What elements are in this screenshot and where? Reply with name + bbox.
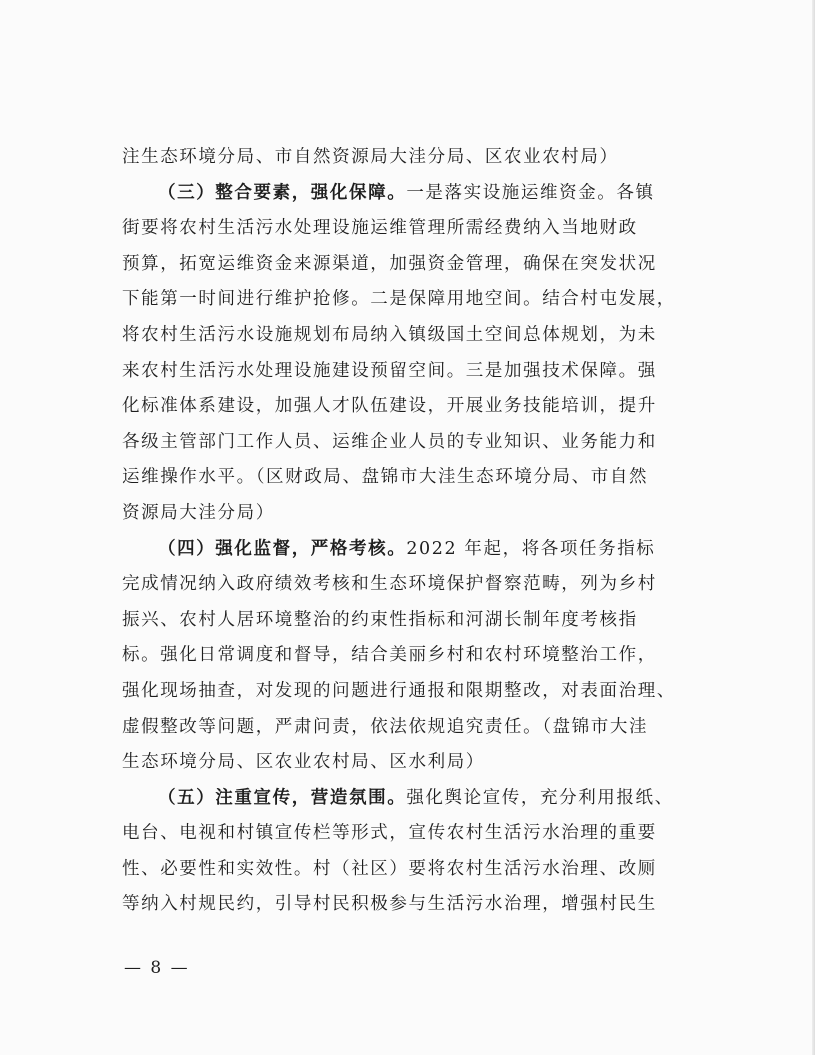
page-number: — 8 —: [124, 958, 190, 978]
body-line: 等纳入村规民约，引导村民积极参与生活污水治理，增强村民生: [122, 894, 657, 915]
body-line: 街要将农村生活污水处理设施运维管理所需经费纳入当地财政: [122, 218, 638, 239]
body-line: 下能第一时间进行维护抢修。二是保障用地空间。结合村屯发展，: [122, 289, 676, 310]
body-line: 化标准体系建设，加强人才队伍建设，开展业务技能培训，提升: [122, 396, 657, 417]
body-line: 来农村生活污水处理设施建设预留空间。三是加强技术保障。强: [122, 360, 657, 381]
body-line: 将农村生活污水设施规划布局纳入镇级国土空间总体规划，为未: [122, 324, 657, 345]
body-line: 振兴、农村人居环境整治的约束性指标和河湖长制年度考核指: [122, 609, 638, 630]
body-line: 生态环境分局、区农业农村局、区水利局）: [122, 752, 485, 773]
body-line: 注生态环境分局、市自然资源局大洼分局、区农业农村局）: [122, 147, 619, 167]
body-line: 性、必要性和实效性。村（社区）要将农村生活污水治理、改厕: [122, 858, 657, 879]
section-heading: （三）整合要素，强化保障。: [158, 182, 407, 203]
body-line: 运维操作水平。（区财政局、盘锦市大洼生态环境分局、市自然: [122, 467, 649, 488]
body-line: 虚假整改等问题，严肃问责，依法依规追究责任。（盘锦市大洼: [122, 716, 649, 737]
paragraph-first-line: [122, 781, 682, 817]
section-heading: （四）强化监督，严格考核。: [158, 538, 407, 559]
body-text: 一是落实设施运维资金。各镇: [406, 182, 655, 203]
body-line: 预算，拓宽运维资金来源渠道，加强资金管理，确保在突发状况: [122, 253, 657, 274]
body-line: 电台、电视和村镇宣传栏等形式，宣传农村生活污水治理的重要: [122, 823, 657, 844]
paragraph-first-line: [122, 176, 682, 212]
body-line: 资源局大洼分局）: [122, 502, 275, 523]
body-line: 完成情况纳入政府绩效考核和生态环境保护督察范畴，列为乡村: [122, 574, 657, 595]
body-line: 各级主管部门工作人员、运维企业人员的专业知识、业务能力和: [122, 431, 657, 452]
body-line: 标。强化日常调度和督导，结合美丽乡村和农村环境整治工作，: [122, 645, 657, 666]
paragraph-first-line: [122, 532, 682, 568]
document-body: [122, 140, 682, 923]
section-heading: （五）注重宣传，营造氛围。: [158, 787, 407, 808]
body-text: 强化舆论宣传，充分利用报纸、: [406, 787, 674, 808]
body-text: 2022 年起，将各项任务指标: [406, 538, 656, 559]
body-line: 强化现场抽查，对发现的问题进行通报和限期整改，对表面治理、: [122, 680, 676, 701]
